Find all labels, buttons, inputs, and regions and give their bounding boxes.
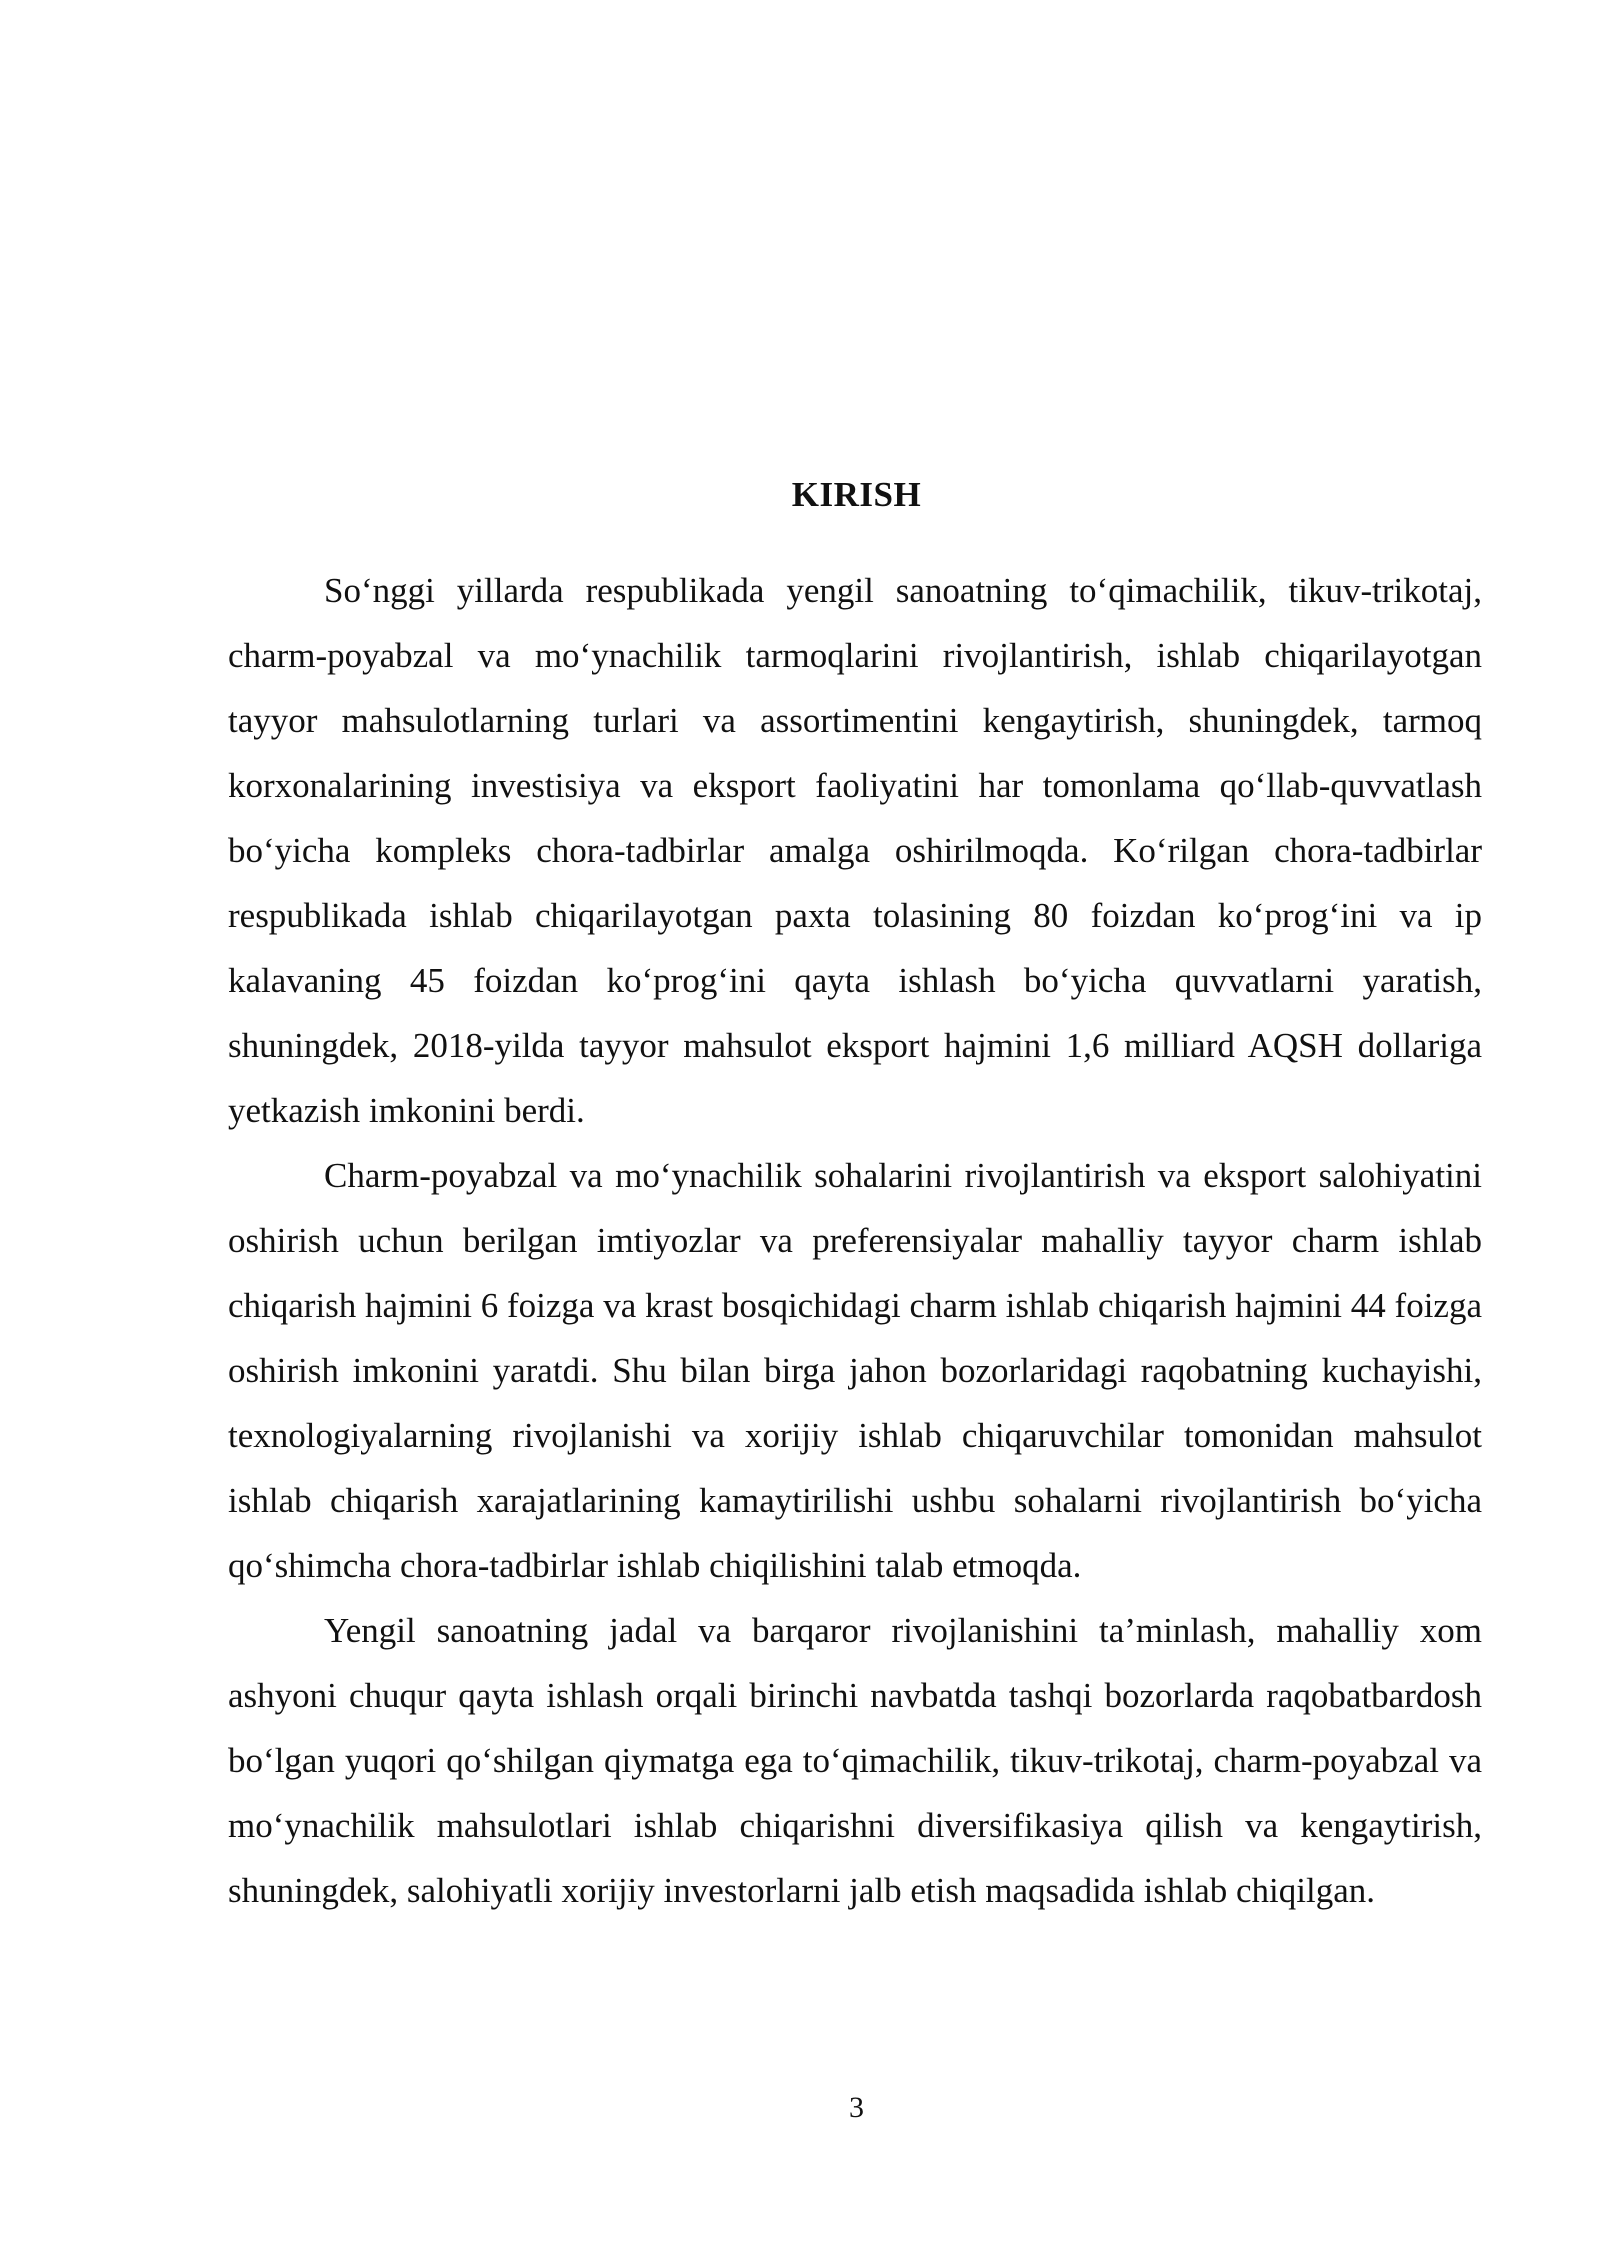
page-number: 3 xyxy=(849,2091,864,2124)
body-text xyxy=(228,558,1482,1923)
section-heading: KIRISH xyxy=(791,475,922,514)
paragraph: Charm-poyabzal va mo‘ynachilik sohalarini rivojlantirish va eksport salohiyatini oshirish uchun berilgan imtiyozlar va preferensiyalar mahalliy tayyor charm ishlab chiqarish hajmini 6 foizga va krast bosqichidagi charm ishlab chiqarish hajmini 44 foizga oshirish imkonini yaratdi. Shu bilan birga jahon bozorlaridagi raqobatning kuchayishi, texnologiyalarning rivojlanishi va xorijiy ishlab chiqaruvchilar tomonidan mahsulot ishlab chiqarish xarajatlarining kamaytirilishi ushbu sohalarni rivojlantirish bo‘yicha qo‘shimcha chora-tadbirlar ishlab chiqilishini talab etmoqda. xyxy=(228,1156,1482,1585)
paragraph: Yengil sanoatning jadal va barqaror rivojlanishini ta’minlash, mahalliy xom ashyoni chuqur qayta ishlash orqali birinchi navbatda tashqi bozorlarda raqobatbardosh bo‘lgan yuqori qo‘shilgan qiymatga ega to‘qimachilik, tikuv-trikotaj, charm-poyabzal va mo‘ynachilik mahsulotlari ishlab chiqarishni diversifikasiya qilish va kengaytirish, shuningdek, salohiyatli xorijiy investorlarni jalb etish maqsadida ishlab chiqilgan. xyxy=(228,1611,1482,1910)
paragraph: So‘nggi yillarda respublikada yengil sanoatning to‘qimachilik, tikuv-trikotaj, charm-poyabzal va mo‘ynachilik tarmoqlarini rivojlantirish, ishlab chiqarilayotgan tayyor mahsulotlarning turlari va assortimentini kengaytirish, shuningdek, tarmoq korxonalarining investisiya va eksport faoliyatini har tomonlama qo‘llab-quvvatlash bo‘yicha kompleks chora-tadbirlar amalga oshirilmoqda. Ko‘rilgan chora-tadbirlar respublikada ishlab chiqarilayotgan paxta tolasining 80 foizdan ko‘prog‘ini va ip kalavaning 45 foizdan ko‘prog‘ini qayta ishlash bo‘yicha quvvatlarni yaratish, shuningdek, 2018-yilda tayyor mahsulot eksport hajmini 1,6 milliard AQSH dollariga yetkazish imkonini berdi. xyxy=(228,571,1482,1130)
